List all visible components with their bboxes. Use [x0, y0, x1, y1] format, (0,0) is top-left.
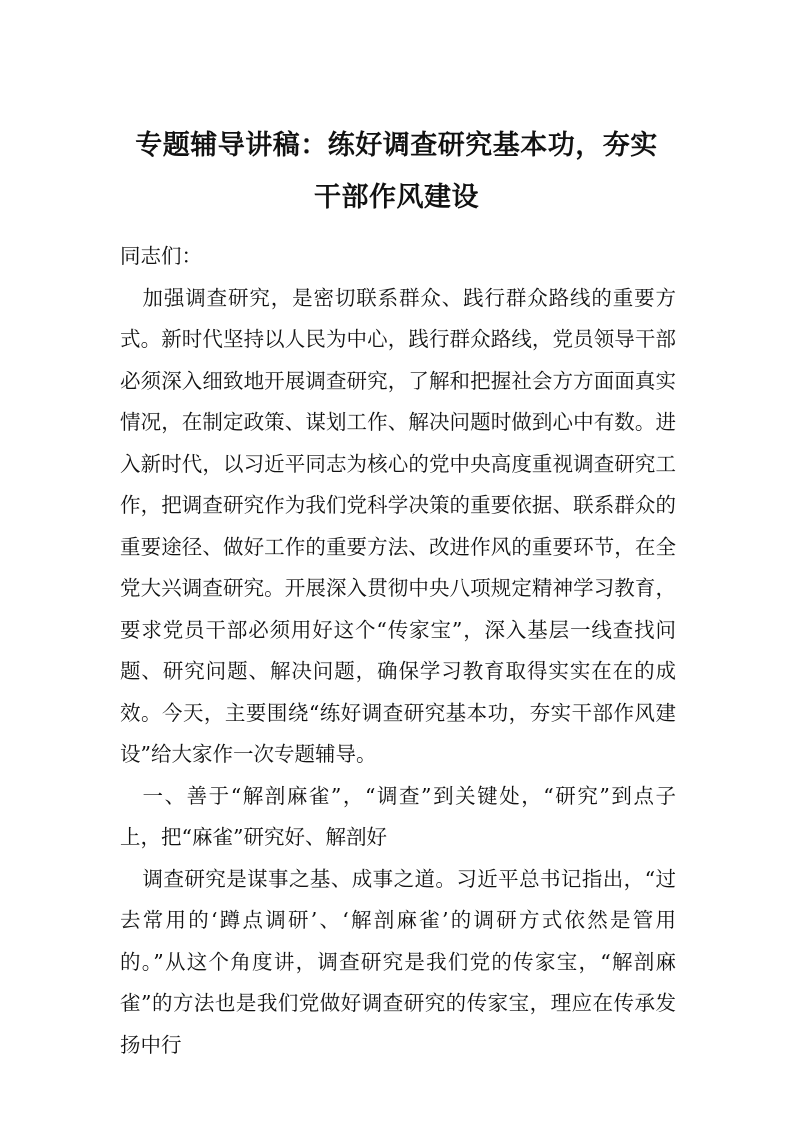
section-heading-1: 一、善于“解剖麻雀”，“调查”到关键处，“研究”到点子上，把“麻雀”研究好、解剖好 [120, 783, 676, 849]
document-body [120, 236, 676, 1066]
title-line-1: 专题辅导讲稿：练好调查研究基本功，夯实 [135, 130, 658, 161]
document-title [110, 120, 683, 224]
title-line-2: 干部作风建设 [314, 182, 479, 213]
paragraph-intro: 加强调查研究，是密切联系群众、践行群众路线的重要方式。新时代坚持以人民为中心，践行群众路线，党员领导干部必须深入细致地开展调查研究，了解和把握社会方方面面真实情况，在制定政策、谋划工作、解决问题时做到心中有数。进入新时代，以习近平同志为核心的党中央高度重视调查研究工作，把调查研究作为我们党科学决策的重要依据、联系群众的重要途径、做好工作的重要方法、改进作风的重要环节，在全党大兴调查研究。开展深入贯彻中央八项规定精神学习教育，要求党员干部必须用好这个“传家宝”，深入基层一线查找问题、研究问题、解决问题，确保学习教育取得实实在在的成效。今天，主要围绕“练好调查研究基本功，夯实干部作风建设”给大家作一次专题辅导。 [120, 285, 676, 766]
paragraph-section-1: 调查研究是谋事之基、成事之道。习近平总书记指出，“过去常用的‘蹲点调研’、‘解剖麻雀’的调研方式依然是管用的。”从这个角度讲，调查研究是我们党的传家宝，“解剖麻雀”的方法也是我们党做好调查研究的传家宝，理应在传承发扬中行 [120, 866, 676, 1057]
greeting: 同志们： [120, 244, 202, 268]
